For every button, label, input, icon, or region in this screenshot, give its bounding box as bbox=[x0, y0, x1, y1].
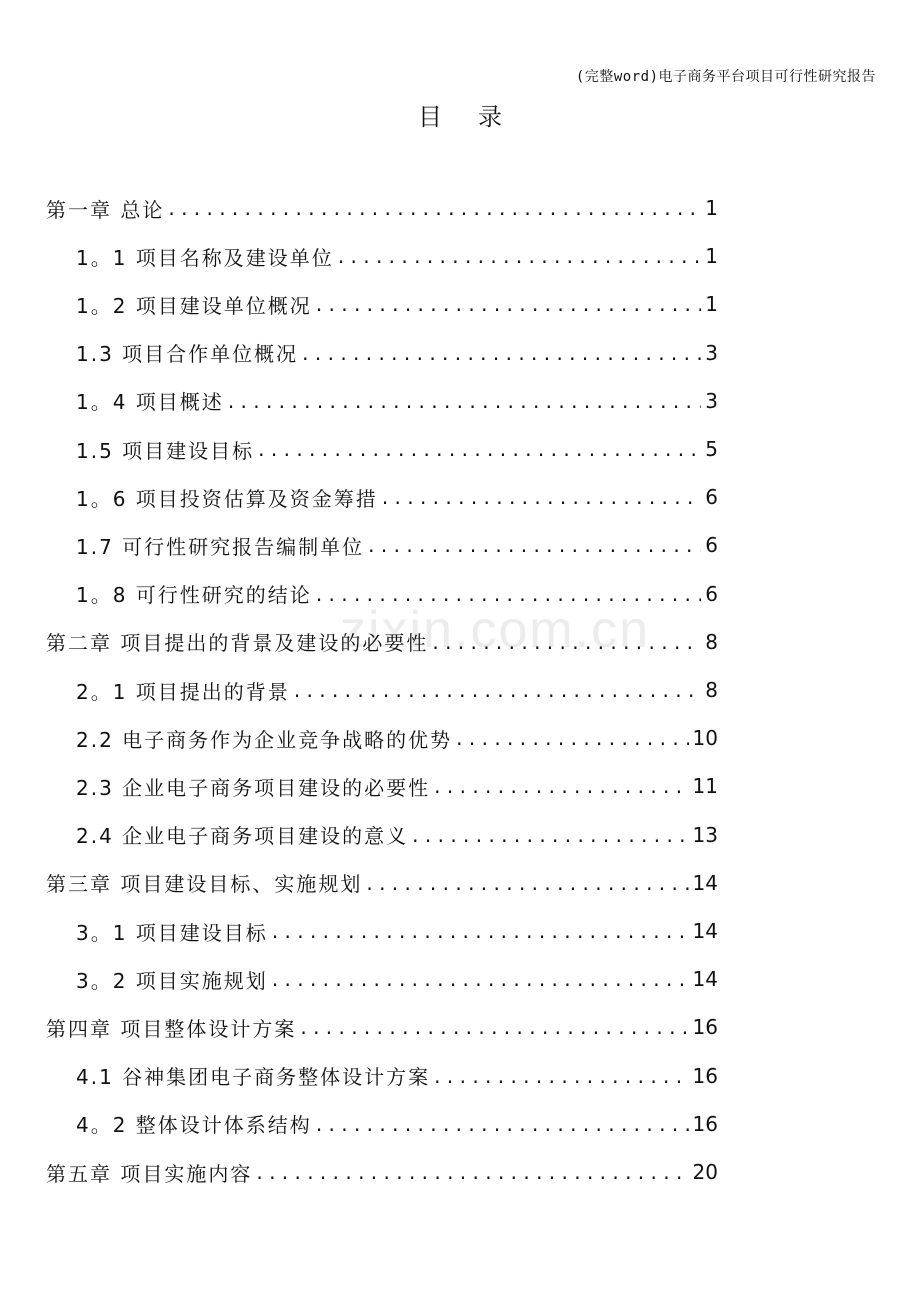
toc-page-number: 1 bbox=[705, 292, 718, 317]
toc-dot-leader bbox=[316, 1112, 689, 1136]
toc-section-entry[interactable] bbox=[76, 764, 718, 808]
toc-chapter-entry[interactable] bbox=[46, 1005, 718, 1049]
toc-entry-label: 第四章 项目整体设计方案 bbox=[46, 1016, 297, 1041]
toc-page-number: 1 bbox=[705, 244, 718, 269]
toc-page-number: 16 bbox=[692, 1111, 718, 1136]
toc-entry-label: 2.2 电子商务作为企业竞争战略的优势 bbox=[76, 727, 453, 752]
toc-entry-label: 第一章 总论 bbox=[46, 197, 165, 222]
toc-section-entry[interactable] bbox=[76, 331, 718, 375]
watermark: zixin.com.cn bbox=[340, 601, 651, 659]
toc-dot-leader bbox=[228, 389, 701, 413]
toc-section-entry[interactable] bbox=[76, 1102, 718, 1146]
toc-page-number: 5 bbox=[705, 437, 718, 461]
toc-dot-leader bbox=[338, 244, 701, 268]
toc-entry-label: 2.4 企业电子商务项目建设的意义 bbox=[76, 824, 409, 849]
toc-page-number: 6 bbox=[705, 581, 718, 606]
toc-entry-label: 1.7 可行性研究报告编制单位 bbox=[76, 534, 365, 559]
toc-dot-leader bbox=[168, 196, 701, 220]
toc-entry-label: 2。1 项目提出的背景 bbox=[76, 679, 290, 704]
toc-dot-leader bbox=[368, 533, 701, 557]
toc-dot-leader bbox=[300, 1015, 688, 1039]
toc-dot-leader bbox=[456, 726, 688, 750]
toc-dot-leader bbox=[432, 630, 701, 654]
toc-page-number: 1 bbox=[705, 196, 718, 220]
toc-page-number: 3 bbox=[705, 388, 718, 413]
toc-entry-label: 第三章 项目建设目标、实施规划 bbox=[46, 872, 363, 897]
toc-chapter-entry[interactable] bbox=[46, 620, 718, 664]
toc-section-entry[interactable] bbox=[76, 379, 718, 423]
toc-page-number: 14 bbox=[692, 870, 718, 895]
toc-entry-label: 1.3 项目合作单位概况 bbox=[76, 342, 299, 367]
toc-section-entry[interactable] bbox=[76, 475, 718, 519]
toc-page-number: 13 bbox=[692, 822, 718, 847]
toc-page-number: 16 bbox=[692, 1063, 718, 1088]
toc-dot-leader bbox=[272, 919, 689, 943]
toc-page-number: 14 bbox=[692, 919, 718, 943]
toc-entry-label: 4.1 谷神集团电子商务整体设计方案 bbox=[76, 1065, 431, 1090]
toc-page-number: 3 bbox=[705, 340, 718, 365]
toc-entry-label: 1.5 项目建设目标 bbox=[76, 438, 255, 463]
toc-page-number: 16 bbox=[692, 1015, 718, 1040]
toc-section-entry[interactable] bbox=[76, 523, 718, 567]
toc-dot-leader bbox=[302, 341, 701, 365]
toc-entry-label: 1。8 可行性研究的结论 bbox=[76, 583, 312, 608]
toc-section-entry[interactable] bbox=[76, 957, 718, 1001]
toc-title: 目录 bbox=[418, 103, 538, 131]
toc-page-number: 6 bbox=[705, 533, 718, 558]
toc-entry-label: 3。1 项目建设目标 bbox=[76, 920, 268, 945]
toc-entry-label: 2.3 企业电子商务项目建设的必要性 bbox=[76, 775, 431, 800]
toc-dot-leader bbox=[434, 1064, 688, 1088]
toc-dot-leader bbox=[272, 967, 689, 991]
toc-entry-label: 第五章 项目实施内容 bbox=[46, 1161, 253, 1186]
toc-entry-label: 1。4 项目概述 bbox=[76, 390, 224, 415]
toc-section-entry[interactable] bbox=[76, 282, 718, 326]
toc-dot-leader bbox=[316, 582, 701, 606]
toc-dot-leader bbox=[366, 871, 688, 895]
toc-section-entry[interactable] bbox=[76, 716, 718, 760]
toc-entry-label: 1。2 项目建设单位概况 bbox=[76, 293, 312, 318]
toc-dot-leader bbox=[316, 292, 701, 316]
toc-page-number: 8 bbox=[705, 629, 718, 654]
toc-dot-leader bbox=[434, 774, 688, 798]
toc-dot-leader bbox=[382, 485, 701, 509]
document-header: (完整word)电子商务平台项目可行性研究报告 bbox=[575, 69, 876, 85]
toc-entry-label: 第二章 项目提出的背景及建设的必要性 bbox=[46, 631, 429, 656]
toc-dot-leader bbox=[256, 1160, 688, 1184]
toc-section-entry[interactable] bbox=[76, 427, 718, 471]
toc-page-number: 20 bbox=[692, 1160, 718, 1184]
toc-entry-label: 1。6 项目投资估算及资金筹措 bbox=[76, 486, 378, 511]
toc-section-entry[interactable] bbox=[76, 909, 718, 953]
toc-dot-leader bbox=[258, 437, 701, 461]
toc-section-entry[interactable] bbox=[76, 572, 718, 616]
toc-page-number: 8 bbox=[705, 678, 718, 702]
toc-section-entry[interactable] bbox=[76, 1054, 718, 1098]
toc-page-number: 14 bbox=[692, 967, 718, 992]
toc-entry-label: 4。2 整体设计体系结构 bbox=[76, 1113, 312, 1138]
toc-chapter-entry[interactable] bbox=[46, 1150, 718, 1194]
toc-chapter-entry[interactable] bbox=[46, 861, 718, 905]
toc-chapter-entry[interactable] bbox=[46, 186, 718, 230]
toc-section-entry[interactable] bbox=[76, 813, 718, 857]
toc-section-entry[interactable] bbox=[76, 668, 718, 712]
toc-page-number: 10 bbox=[692, 726, 718, 751]
toc-dot-leader bbox=[294, 678, 701, 702]
toc-section-entry[interactable] bbox=[76, 234, 718, 278]
toc-page-number: 11 bbox=[692, 774, 718, 799]
toc-entry-label: 1。1 项目名称及建设单位 bbox=[76, 245, 334, 270]
toc-dot-leader bbox=[412, 823, 688, 847]
toc-page-number: 6 bbox=[705, 485, 718, 510]
toc-entry-label: 3。2 项目实施规划 bbox=[76, 968, 268, 993]
